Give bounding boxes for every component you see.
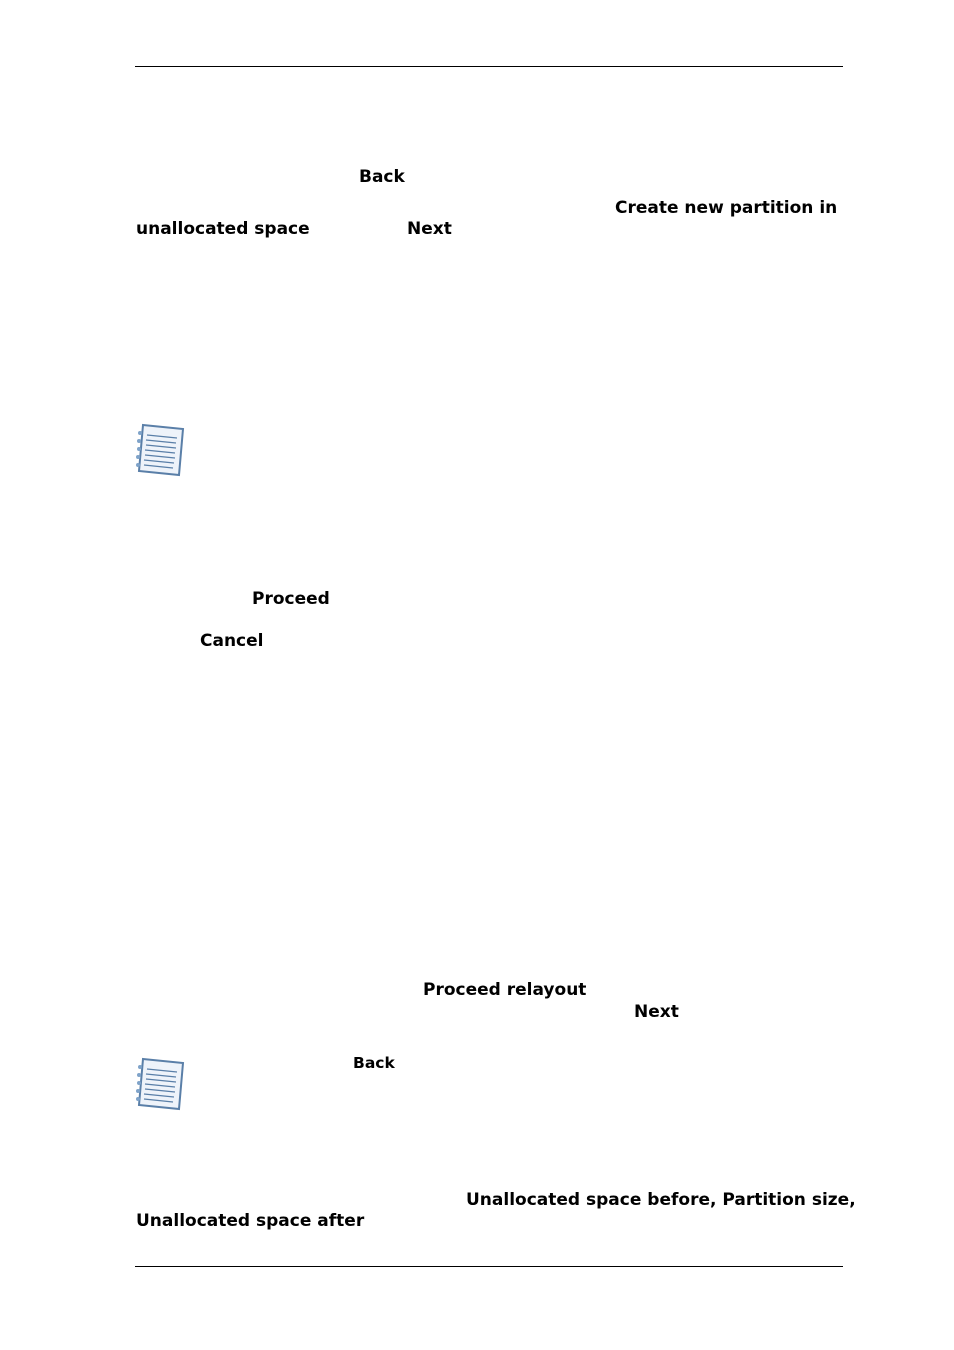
proceed-relayout-label: Proceed relayout [423, 980, 587, 1000]
footer-rule [135, 1266, 843, 1267]
unallocated-space-label: unallocated space [136, 219, 310, 239]
unallocated-before-label: Unallocated space before, Partition size, [466, 1190, 856, 1210]
back-label: Back [359, 167, 405, 187]
back-label-2: Back [353, 1054, 395, 1072]
proceed-label: Proceed [252, 589, 330, 609]
note-icon [133, 421, 187, 479]
next-label: Next [407, 219, 452, 239]
note-icon-2 [133, 1055, 187, 1113]
unallocated-after-label: Unallocated space after [136, 1211, 365, 1231]
next-label-2: Next [634, 1002, 679, 1022]
header-rule [135, 66, 843, 67]
cancel-label: Cancel [200, 631, 264, 651]
create-new-partition-label: Create new partition in [615, 198, 838, 218]
